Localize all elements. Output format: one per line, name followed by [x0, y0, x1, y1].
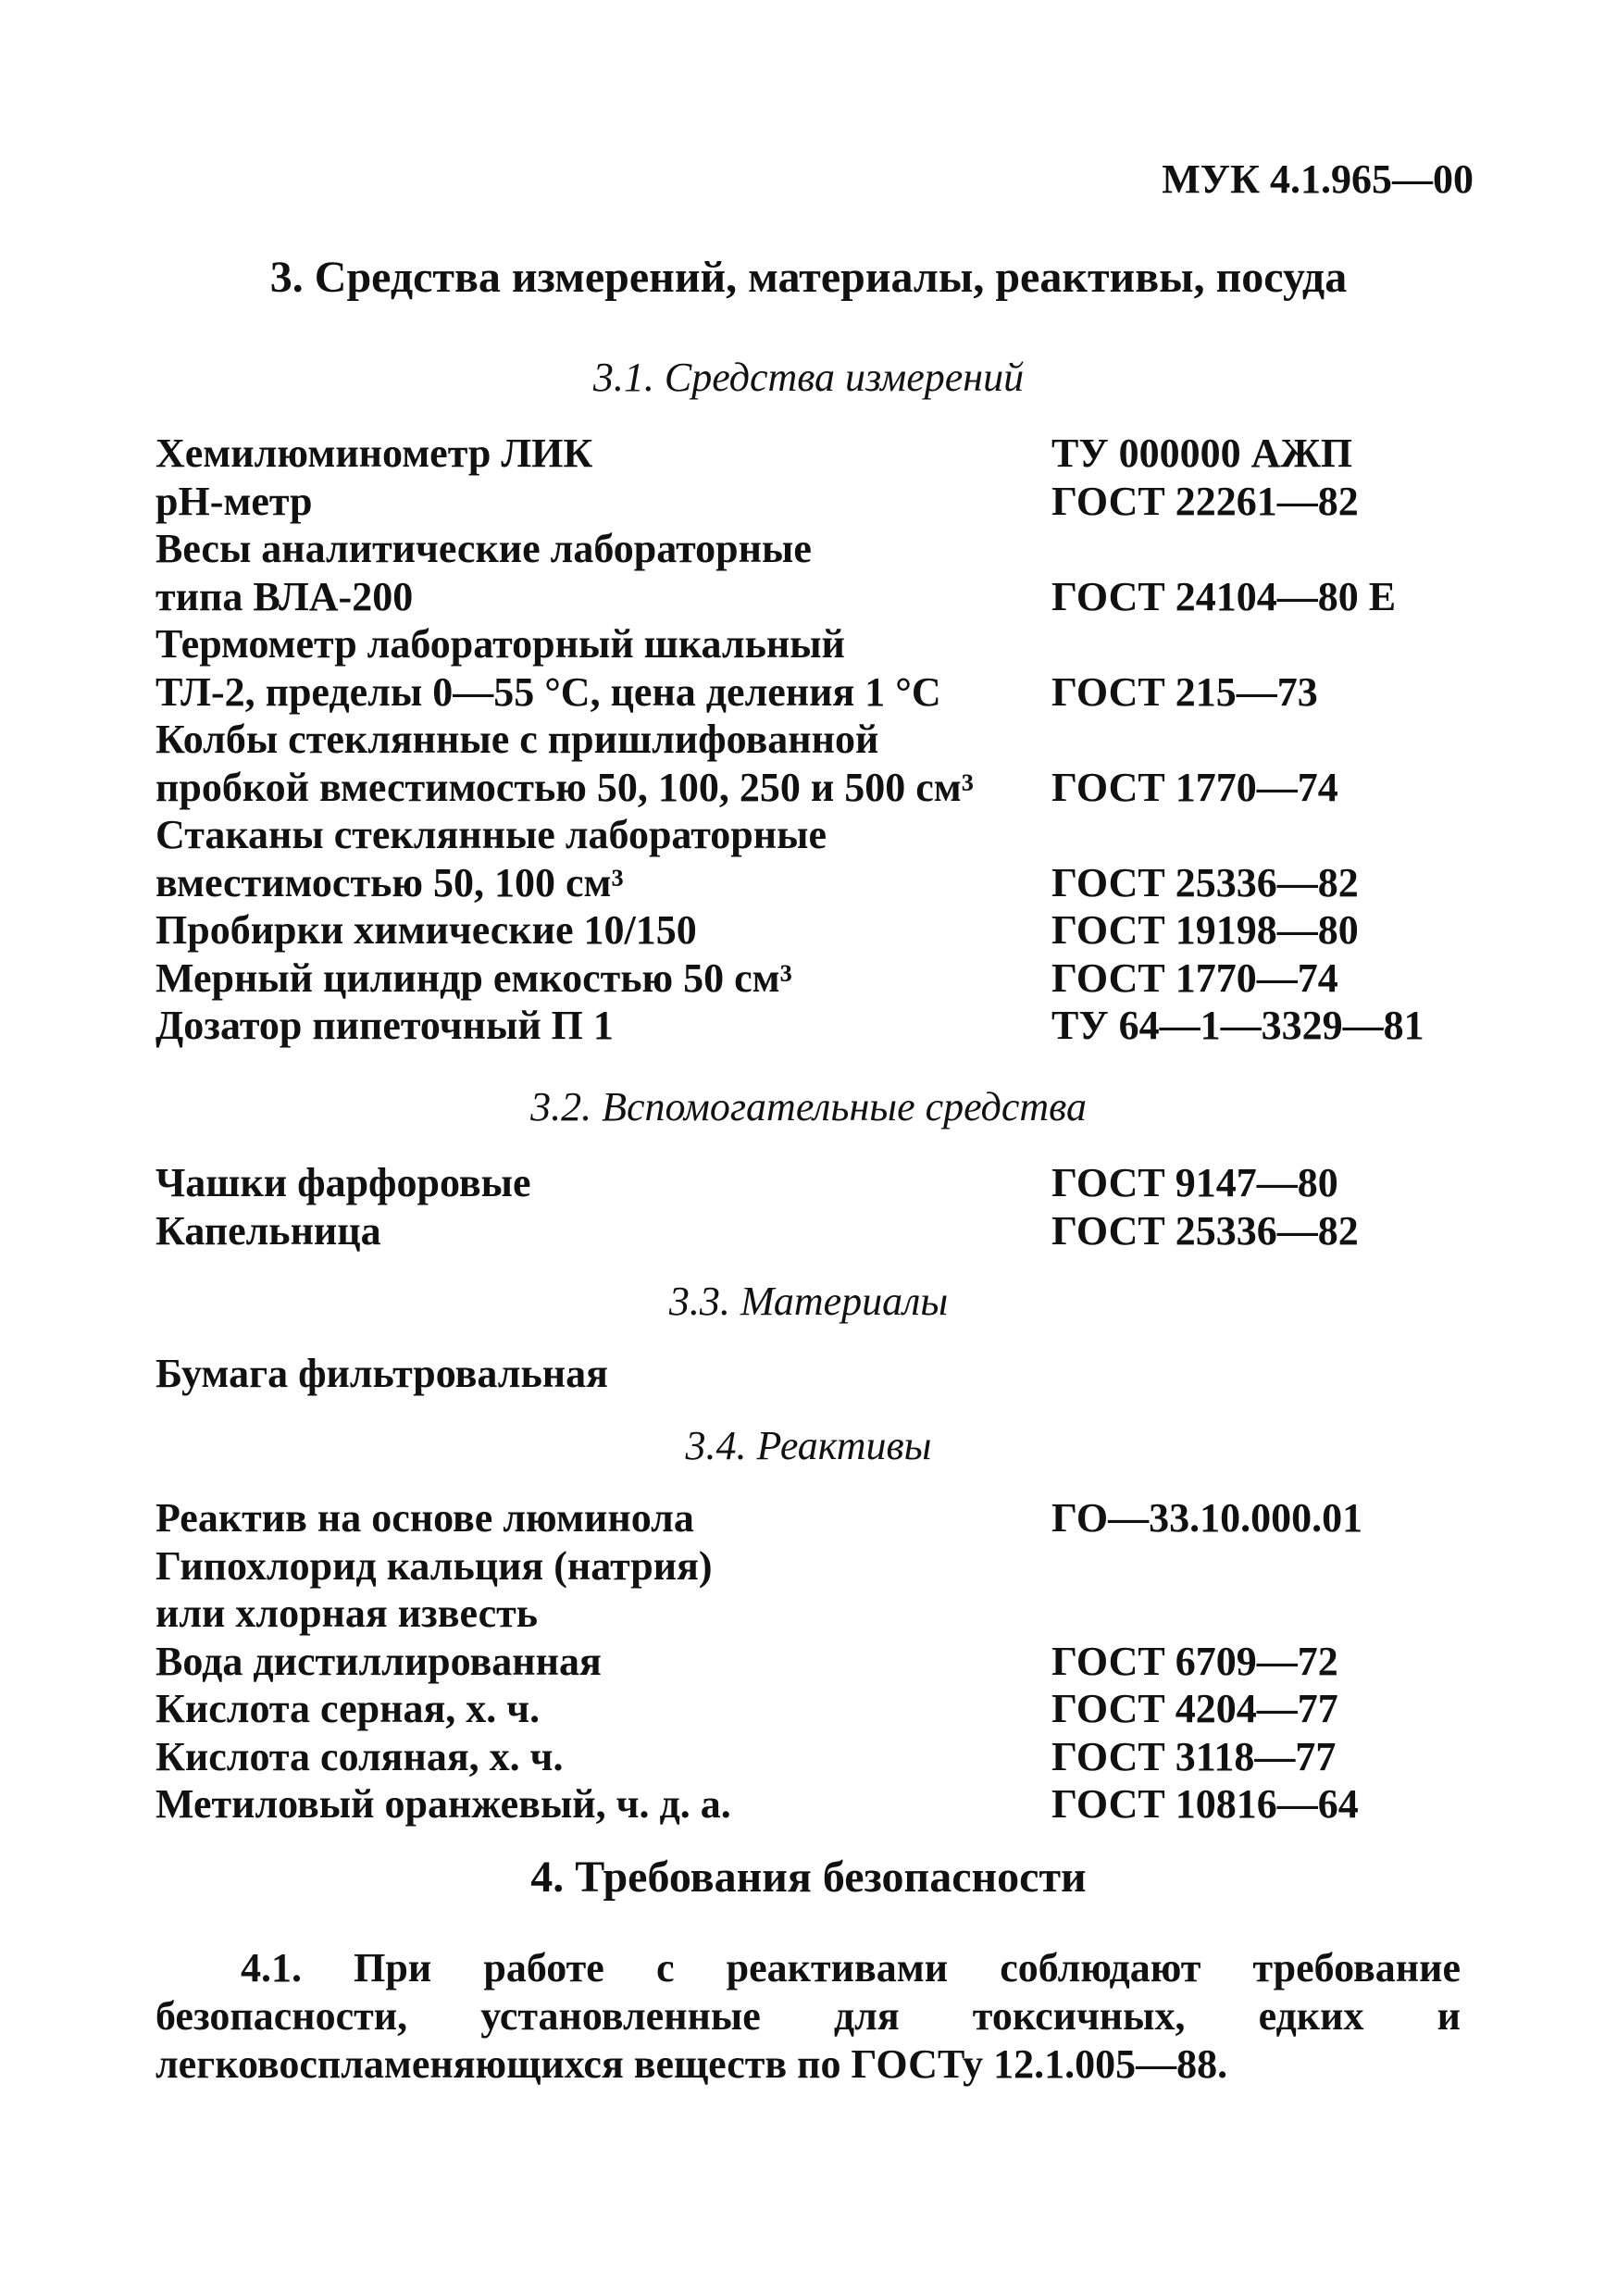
item-name: Кислота серная, х. ч. [155, 1686, 541, 1731]
list-item [155, 478, 1470, 526]
item-standard: ГОСТ 3118—77 [1051, 1733, 1337, 1779]
item-name: Термометр лабораторный шкальный ТЛ-2, пределы 0—55 °С, цена деления 1 °С [155, 621, 941, 715]
subsection-3-1-heading: 3.1. Средства измерений [592, 355, 1025, 400]
item-name: Стаканы стеклянные лабораторные вместимостью 50, 100 см³ [155, 812, 827, 905]
safety-paragraph: 4.1. При работе с реактивами соблюдают требование безопасности, установленные для токсичных, едких и легковоспламеняющихся веществ по ГОСТу 12.1.005—88. [155, 1945, 1461, 2087]
item-name: Дозатор пипеточный П 1 [155, 1003, 614, 1048]
list-item [155, 955, 1470, 1003]
item-standard: ГОСТ 1770—74 [1051, 955, 1338, 1001]
list-item [155, 1207, 1470, 1255]
subsection-3-3-heading: 3.3. Материалы [668, 1279, 949, 1324]
item-name: Метиловый оранжевый, ч. д. а. [155, 1781, 731, 1827]
item-standard: ГОСТ 25336—82 [1051, 859, 1359, 905]
item-name: Хемилюминометр ЛИК [155, 430, 593, 476]
subsection-3-4-heading: 3.4. Реактивы [685, 1423, 932, 1468]
list-item [155, 1542, 1470, 1638]
item-name: Кислота соляная, х. ч. [155, 1733, 564, 1779]
reagents-list [155, 1494, 1470, 1828]
section-3-heading: 3. Средства измерений, материалы, реактивы, посуда [269, 253, 1348, 302]
item-name: Чашки фарфоровые [155, 1160, 531, 1205]
list-item [155, 1685, 1470, 1733]
list-item [155, 811, 1470, 906]
list-item [155, 1350, 1470, 1398]
list-item [155, 525, 1470, 620]
auxiliary-tools-list [155, 1159, 1470, 1254]
measuring-instruments-list [155, 430, 1470, 1050]
item-standard: ГОСТ 6709—72 [1051, 1638, 1338, 1684]
item-name: Вода дистиллированная [155, 1638, 602, 1684]
item-standard: ГОСТ 215—73 [1051, 668, 1318, 715]
list-item [155, 716, 1470, 811]
item-name: рН-метр [155, 478, 313, 524]
list-item [155, 430, 1470, 478]
item-standard: ГОСТ 9147—80 [1051, 1160, 1338, 1205]
item-name: Мерный цилиндр емкостью 50 см³ [155, 955, 792, 1001]
item-standard: ГОСТ 10816—64 [1051, 1781, 1359, 1827]
subsection-3-2-heading: 3.2. Вспомогательные средства [530, 1084, 1087, 1129]
item-name: Капельница [155, 1207, 381, 1254]
item-standard: ГОСТ 19198—80 [1051, 907, 1359, 953]
list-item [155, 1002, 1470, 1050]
item-name: Бумага фильтровальная [155, 1351, 608, 1396]
list-item [155, 1733, 1470, 1781]
item-standard: ГОСТ 4204—77 [1051, 1686, 1338, 1731]
item-standard: ГО—33.10.000.01 [1051, 1495, 1363, 1541]
item-standard: ГОСТ 24104—80 Е [1051, 573, 1397, 619]
list-item [155, 1780, 1470, 1828]
item-standard: ГОСТ 25336—82 [1051, 1207, 1359, 1254]
document-code: МУК 4.1.965—00 [1162, 156, 1474, 202]
list-item [155, 620, 1470, 716]
list-item [155, 1494, 1470, 1542]
item-standard: ГОСТ 1770—74 [1051, 764, 1338, 810]
item-name: Пробирки химические 10/150 [155, 907, 697, 953]
item-name: Весы аналитические лабораторные типа ВЛА-200 [155, 526, 812, 619]
list-item [155, 1159, 1470, 1207]
materials-list [155, 1350, 1470, 1398]
item-name: Реактив на основе люминола [155, 1495, 694, 1541]
item-standard: ТУ 64—1—3329—81 [1051, 1003, 1424, 1048]
list-item [155, 1638, 1470, 1686]
list-item [155, 906, 1470, 955]
item-name: Гипохлорид кальция (натрия) или хлорная известь [155, 1542, 713, 1636]
item-name: Колбы стеклянные с пришлифованной пробкой вместимостью 50, 100, 250 и 500 см³ [155, 717, 974, 810]
section-4-heading: 4. Требования безопасности [530, 1853, 1087, 1902]
item-standard: ГОСТ 22261—82 [1051, 478, 1359, 524]
item-standard: ТУ 000000 АЖП [1051, 430, 1353, 476]
